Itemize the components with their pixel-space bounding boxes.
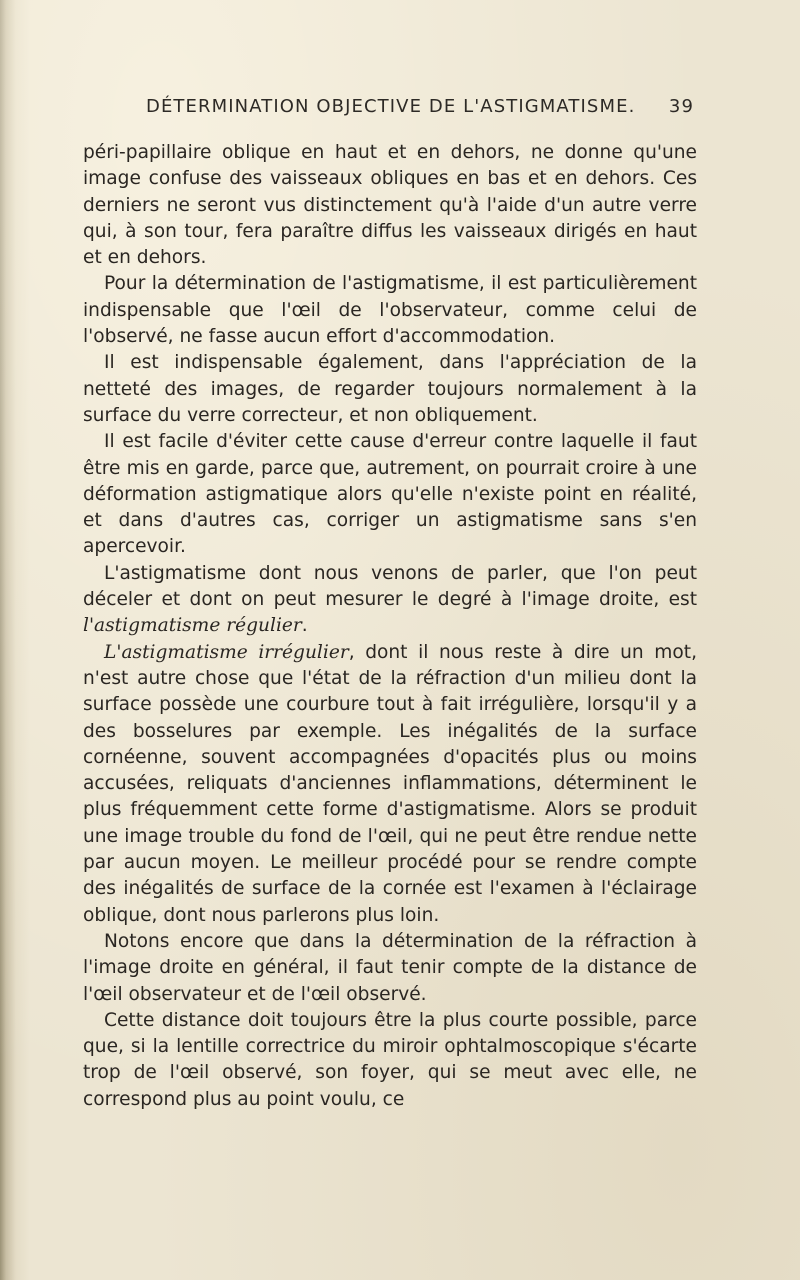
paragraph-2: Pour la détermination de l'astigmatisme, il est particulièrement indispensable que l'œil de l'observateur, comme celui de l'observé, ne fasse aucun effort d'accommodation. [83,273,697,348]
paragraph-3: Il est indispensable également, dans l'appréciation de la netteté des images, de regarder toujours normalement à la surface du verre correcteur, et non obliquement. [83,352,697,426]
paragraph-7: Notons encore que dans la détermination de la réfraction à l'image droite en général, il faut tenir compte de la distance de l'œil observateur et de l'œil observé. [83,930,697,1005]
paragraph-5 [83,561,697,640]
paragraph-5-end: . [301,615,308,637]
paragraph-5-text: L'astigmatisme dont nous venons de parler, que l'on peut déceler et dont on peut mesurer le degré à l'image droite, est [83,562,697,611]
term-irregular-astigmatism: L'astigmatisme irrégulier [104,641,349,663]
page-number: 39 [668,96,694,117]
chapter-title: DÉTERMINATION OBJECTIVE DE L'ASTIGMATISME. [146,96,636,117]
paragraph-8: Cette distance doit toujours être la plus courte possible, parce que, si la lentille correctrice du miroir ophtalmoscopique s'écarte trop de l'œil observé, son foyer, qui se meut avec elle, ne correspond plus au point voulu, ce [83,1009,697,1110]
paragraph-1: péri-papillaire oblique en haut et en dehors, ne donne qu'une image confuse des vaisseaux obliques en bas et en dehors. Ces derniers ne seront vus distinctement qu'à l'aide d'un autre verre qui, à son tour, fera paraître diffus les vaisseaux dirigés en haut et en dehors. [83,142,697,269]
paragraph-6-text: , dont il nous reste à dire un mot, n'est autre chose que l'état de la réfraction d'un milieu dont la surface possède une courbure tout à fait irrégulière, lorsqu'il y a des bosselures par exemple. Les inégalités de la surface cornéenne, souvent accompagnées d'opacités plus ou moins accusées, reliquats d'anciennes inflammations, déterminent le plus fréquemment cette forme d'astigmatisme. Alors se produit une image trouble du fond de l'œil, qui ne peut être rendue nette par aucun moyen. Le meilleur procédé pour se rendre compte des inégalités de surface de la cornée est l'examen à l'éclairage oblique, dont nous parlerons plus loin. [83,641,697,926]
paragraph-4: Il est facile d'éviter cette cause d'erreur contre laquelle il faut être mis en garde, parce que, autrement, on pourrait croire à une déformation astigmatique alors qu'elle n'existe point en réalité, et dans d'autres cas, corriger un astigmatisme sans s'en apercevoir. [83,431,697,558]
paragraph-6 [83,640,697,929]
running-header [146,96,694,130]
body-text [83,140,697,1113]
term-regular-astigmatism: l'astigmatisme régulier [83,615,302,637]
